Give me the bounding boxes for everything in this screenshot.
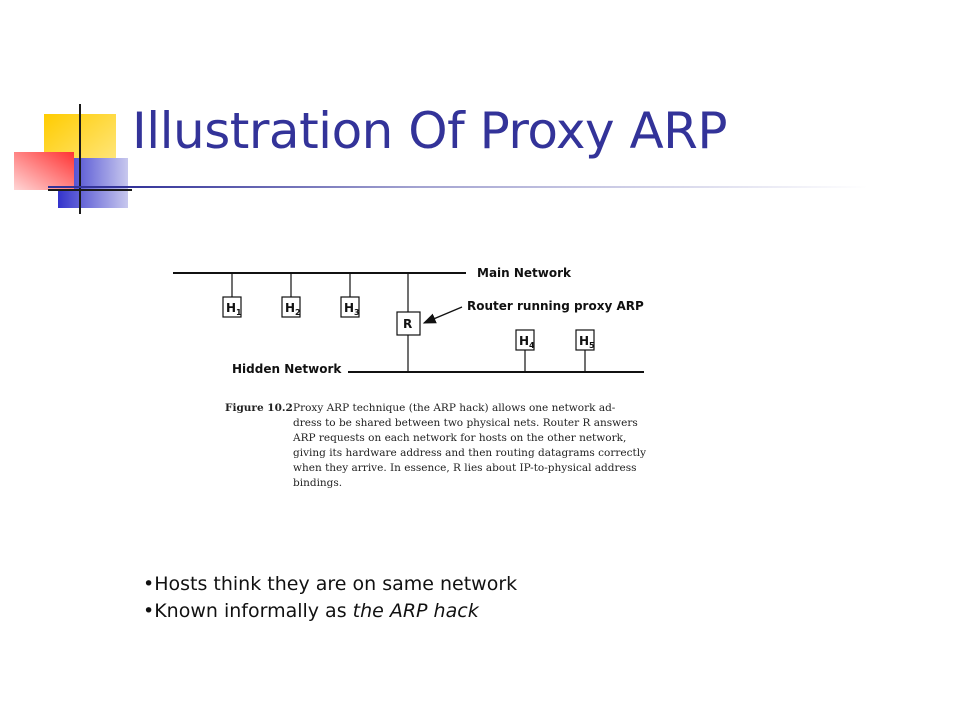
slide-title: Illustration Of Proxy ARP <box>132 102 728 160</box>
caption-line: when they arrive. In essence, R lies about IP-to-physical address <box>293 462 637 474</box>
bullet-text: •Hosts think they are on same network <box>143 573 518 595</box>
bullet-italic-text: the ARP hack <box>352 600 479 622</box>
host-h2-label: $H_2$ <box>285 301 301 317</box>
host-h4-label: $H_4$ <box>519 334 535 350</box>
caption-line: giving its hardware address and then routing datagrams correctly <box>293 447 646 459</box>
caption-line: dress to be shared between two physical nets. Router R answers <box>293 417 638 429</box>
bullet-text: •Known informally as <box>143 600 353 622</box>
decor-red-square <box>14 152 74 190</box>
bullet-list <box>143 571 517 625</box>
router-annotation-arrow <box>424 307 462 323</box>
hidden-network-label: Hidden Network <box>232 362 342 376</box>
caption-line: bindings. <box>293 477 343 489</box>
decorative-corner-graphic <box>0 96 140 220</box>
host-h3-label: $H_3$ <box>344 301 360 317</box>
main-network-label: Main Network <box>477 266 572 280</box>
caption-line: Proxy ARP technique (the ARP hack) allows one network ad- <box>293 402 616 414</box>
host-h5-label: $H_5$ <box>579 334 595 350</box>
title-underline <box>48 186 868 188</box>
router-label: R <box>403 317 413 331</box>
bullet-item <box>143 571 517 598</box>
caption-line: ARP requests on each network for hosts on the other network, <box>293 432 627 444</box>
router-annotation-label: Router running proxy ARP <box>467 299 644 313</box>
figure-label: Figure 10.2 <box>225 402 293 414</box>
host-h1-label: $H_1$ <box>226 301 242 317</box>
bullet-item <box>143 598 517 625</box>
